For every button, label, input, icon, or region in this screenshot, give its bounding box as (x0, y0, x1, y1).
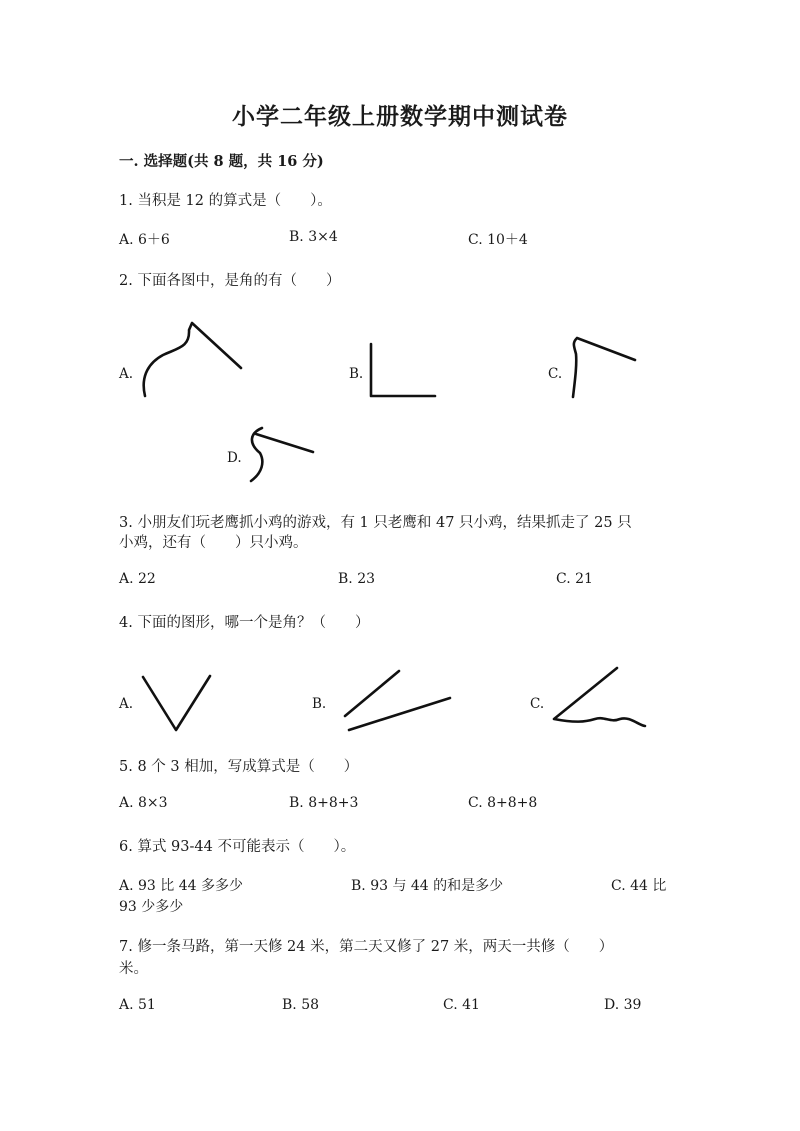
q6-option-b: B. 93 与 44 的和是多少 (351, 878, 504, 894)
section-heading: 一. 选择题(共 8 题，共 16 分) (119, 153, 324, 170)
q1-option-b: B. 3×4 (289, 229, 338, 245)
q1-option-c: C. 10＋4 (468, 232, 528, 248)
question-5: 5. 8 个 3 相加，写成算式是（ ） (119, 759, 359, 775)
q6-option-c-continued: 93 少多少 (119, 899, 184, 915)
question-7-line-1: 7. 修一条马路，第一天修 24 米，第二天又修了 27 米，两天一共修（ ） (119, 939, 614, 955)
q7-option-c: C. 41 (443, 997, 480, 1013)
q5-option-c: C. 8+8+8 (468, 795, 538, 811)
question-1: 1. 当积是 12 的算式是（ ）。 (119, 193, 332, 209)
q4-figure-a (143, 676, 210, 730)
q5-option-a: A. 8×3 (119, 795, 168, 811)
q3-option-c: C. 21 (556, 571, 593, 587)
question-2: 2. 下面各图中，是角的有（ ） (119, 273, 341, 289)
q6-option-c: C. 44 比 (611, 878, 667, 894)
q7-option-d: D. 39 (604, 997, 642, 1013)
q4-option-b: B. (312, 696, 327, 712)
question-6: 6. 算式 93-44 不可能表示（ ）。 (119, 839, 356, 855)
q1-option-a: A. 6＋6 (119, 232, 170, 248)
q4-option-c: C. (530, 696, 545, 712)
q2-option-b: B. (349, 366, 364, 382)
q4-figure-b-line-2 (349, 698, 450, 730)
question-3-line-1: 3. 小朋友们玩老鹰抓小鸡的游戏，有 1 只老鹰和 47 只小鸡，结果抓走了 25 只 (119, 515, 632, 531)
q2-option-c: C. (548, 366, 563, 382)
q2-option-d: D. (227, 450, 242, 466)
q4-option-a: A. (119, 696, 134, 712)
q7-option-b: B. 58 (282, 997, 320, 1013)
q6-option-a: A. 93 比 44 多多少 (119, 878, 243, 894)
q2-option-a: A. (119, 366, 134, 382)
question-4: 4. 下面的图形，哪一个是角？（ ） (119, 615, 370, 631)
q4-figure-b-line-1 (345, 671, 399, 716)
q3-option-b: B. 23 (338, 571, 376, 587)
q4-figure-c (554, 668, 645, 726)
question-3-line-2: 小鸡，还有（ ）只小鸡。 (119, 535, 308, 551)
question-7-line-2: 米。 (119, 961, 148, 977)
q3-option-a: A. 22 (119, 571, 156, 587)
page-title: 小学二年级上册数学期中测试卷 (232, 103, 568, 130)
q5-option-b: B. 8+8+3 (289, 795, 359, 811)
q7-option-a: A. 51 (119, 997, 156, 1013)
